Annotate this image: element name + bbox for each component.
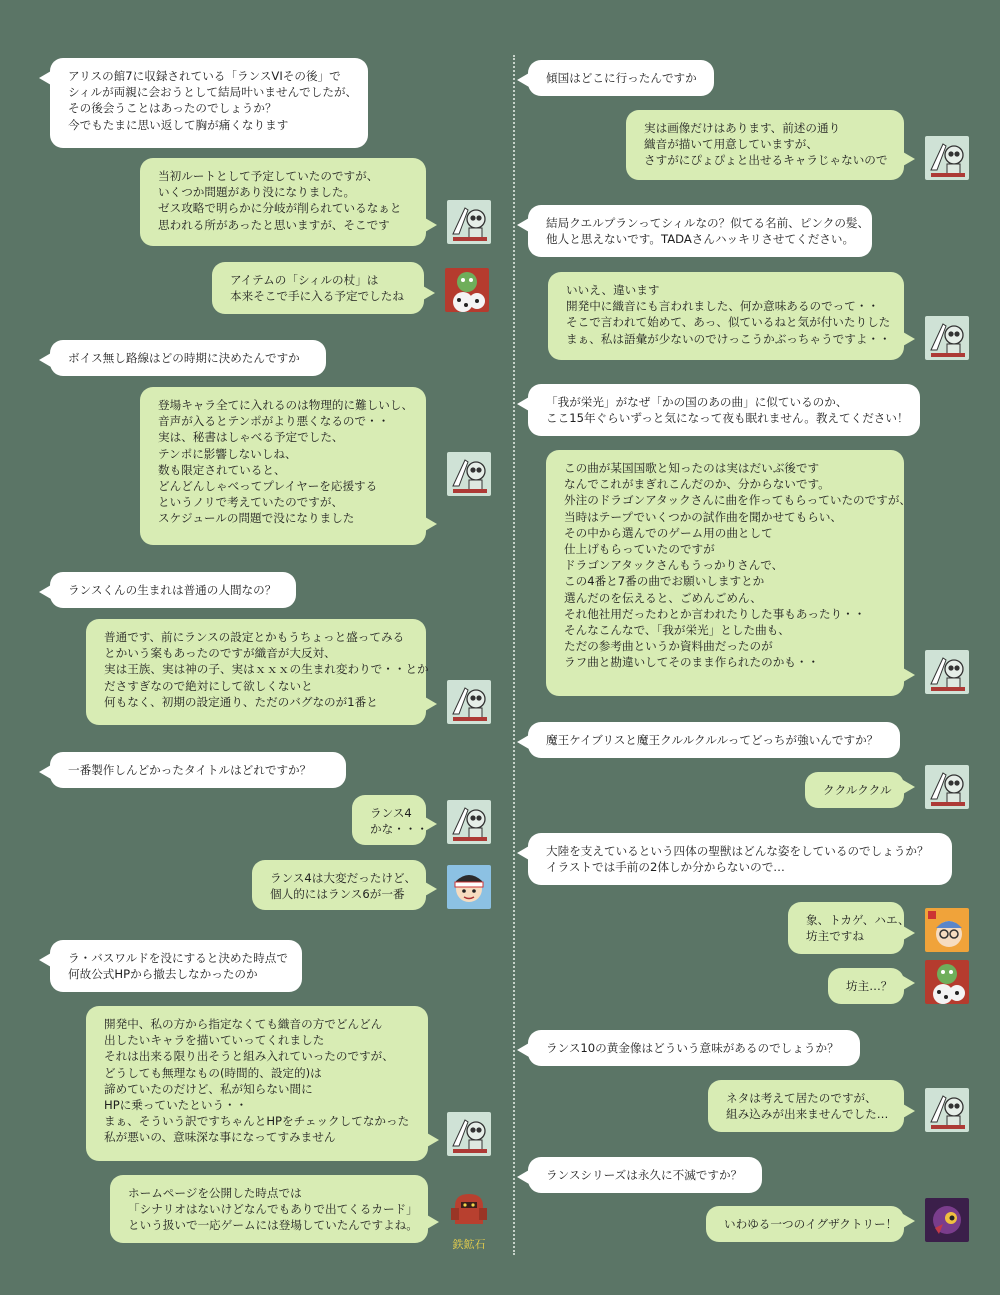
question-bubble: アリスの館7に収録されている「ランスVIその後」で シィルが両親に会おうとして結局叶いませんでしたが、 その後会うことはあったのでしょうか？ 今でもたまに思い返して胸が痛くなります (50, 58, 368, 148)
answer-bubble: ククルククル (805, 772, 904, 808)
skeleton-swordsman-icon (925, 1088, 969, 1132)
green-dragon-mascot-icon (925, 960, 969, 1004)
question-bubble: 魔王ケイブリスと魔王クルルクルルってどっちが強いんですか？ (528, 722, 900, 758)
skeleton-swordsman-icon (925, 136, 969, 180)
glasses-character-icon (925, 908, 969, 952)
answer-bubble: 坊主…？ (828, 968, 904, 1004)
skeleton-swordsman-icon (447, 452, 491, 496)
answer-bubble: 開発中、私の方から指定なくても織音の方でどんどん 出したいキャラを描いていってくれました それは出来る限り出そうと組み入れていったのですが、 どうしても無理なもの(時間的、設定的)は 諦めていたのだけど、私が知らない間に HPに乗っていたという・・ まぁ、そういう訳ですちゃんとHPをチェックしてなかった 私が悪いの、意味深な事になってすみません (86, 1006, 428, 1161)
answer-bubble: ランス4は大変だったけど、 個人的にはランス6が一番 (252, 860, 426, 910)
answer-bubble: 当初ルートとして予定していたのですが、 いくつか問題があり没になりました。 ゼス攻略で明らかに分岐が削られているなぁと 思われる所があったと思いますが、そこです (140, 158, 426, 246)
answer-bubble: 登場キャラ全てに入れるのは物理的に難しいし、 音声が入るとテンポがより悪くなるので・・ 実は、秘書はしゃべる予定でした、 テンポに影響しないしね、 数も限定されていると、 どんどんしゃべってプレイヤーを応援する というノリで考えていたのですが、 スケジュールの問題で没になりました (140, 387, 426, 545)
skeleton-swordsman-icon (447, 200, 491, 244)
answer-bubble: いいえ、違います 開発中に織音にも言われました、何か意味あるのでって・・ そこで言われて始めて、あっ、似ているねと気が付いたりした まぁ、私は語彙が少ないのでけっこうかぶっちゃうですよ・・ (548, 272, 904, 360)
answer-bubble: ネタは考えて居たのですが、 組み込みが出来ませんでした… (708, 1080, 904, 1132)
answer-bubble: 象、トカゲ、ハエ、 坊主ですね (788, 902, 904, 954)
answer-bubble: この曲が某国国歌と知ったのは実はだいぶ後です なんでこれがまぎれこんだのか、分からないです。 外注のドラゴンアタックさんに曲を作ってもらっていたのですが、 当時はテープでいくつかの試作曲を聞かせてもらい、 その中から選んでのゲーム用の曲として 仕上げもらっていたのですが ドラゴンアタックさんもうっかりさんで、 この4番と7番の曲でお願いしますとか 選んだのを伝えると、ごめんごめん、 それ他社用だったわとか言われたりした事もあったり・・ そんなこんなで、「我が栄光」とした曲も、 ただの参考曲というか資料曲だったのが ラフ曲と勘違いしてそのまま作られたのかも・・ (546, 450, 904, 696)
question-bubble: ランスシリーズは永久に不滅ですか？ (528, 1157, 762, 1193)
answer-bubble: ホームページを公開した時点では 「シナリオはないけどなんでもありで出てくるカード」 という扱いで一応ゲームには登場していたんですよね。 (110, 1175, 428, 1243)
skeleton-swordsman-icon (447, 680, 491, 724)
skeleton-swordsman-icon (925, 316, 969, 360)
answer-bubble: 普通です、前にランスの設定とかもうちょっと盛ってみる とかいう案もあったのですが織音が大反対、 実は王族、実は神の子、実はｘｘｘの生まれ変わりで・・とか ださすぎなので絶対にして欲しくないと 何もなく、初期の設定通り、ただのバグなのが1番と (86, 619, 426, 725)
answer-bubble: いわゆる一つのイグザクトリー！ (706, 1206, 904, 1242)
green-dragon-mascot-icon (445, 268, 489, 312)
question-bubble: ランス10の黄金像はどういう意味があるのでしょうか？ (528, 1030, 860, 1066)
purple-monster-icon (925, 1198, 969, 1242)
question-bubble: ラ・バスワルドを没にすると決めた時点で 何故公式HPから撤去しなかったのか (50, 940, 302, 992)
red-golem-icon (447, 1186, 491, 1230)
question-bubble: 大陸を支えているという四体の聖獣はどんな姿をしているのでしょうか？ イラストでは手前の2体しか分からないので… (528, 833, 952, 885)
column-divider (513, 55, 515, 1255)
answer-bubble: ランス4 かな・・・ (352, 795, 426, 845)
skeleton-swordsman-icon (925, 765, 969, 809)
question-bubble: 結局クエルプランってシィルなの？似てる名前、ピンクの髪、 他人と思えないです。TADAさんハッキリさせてください。 (528, 205, 872, 257)
skeleton-swordsman-icon (447, 800, 491, 844)
question-bubble: ランスくんの生まれは普通の人間なの？ (50, 572, 296, 608)
skeleton-swordsman-icon (447, 1112, 491, 1156)
question-bubble: 一番製作しんどかったタイトルはどれですか？ (50, 752, 346, 788)
answer-bubble: アイテムの「シィルの杖」は 本来そこで手に入る予定でしたね (212, 262, 424, 314)
answer-bubble: 実は画像だけはあります、前述の通り 織音が描いて用意していますが、 さすがにぴょぴょと出せるキャラじゃないので (626, 110, 904, 180)
headband-character-icon (447, 865, 491, 909)
skeleton-swordsman-icon (925, 650, 969, 694)
question-bubble: 傾国はどこに行ったんですか (528, 60, 714, 96)
question-bubble: ボイス無し路線はどの時期に決めたんですか (50, 340, 326, 376)
question-bubble: 「我が栄光」がなぜ「かの国のあの曲」に似ているのか、 ここ15年ぐらいずっと気になって夜も眠れません。教えてください！ (528, 384, 920, 436)
avatar-caption: 鉄鉱石 (452, 1238, 486, 1251)
